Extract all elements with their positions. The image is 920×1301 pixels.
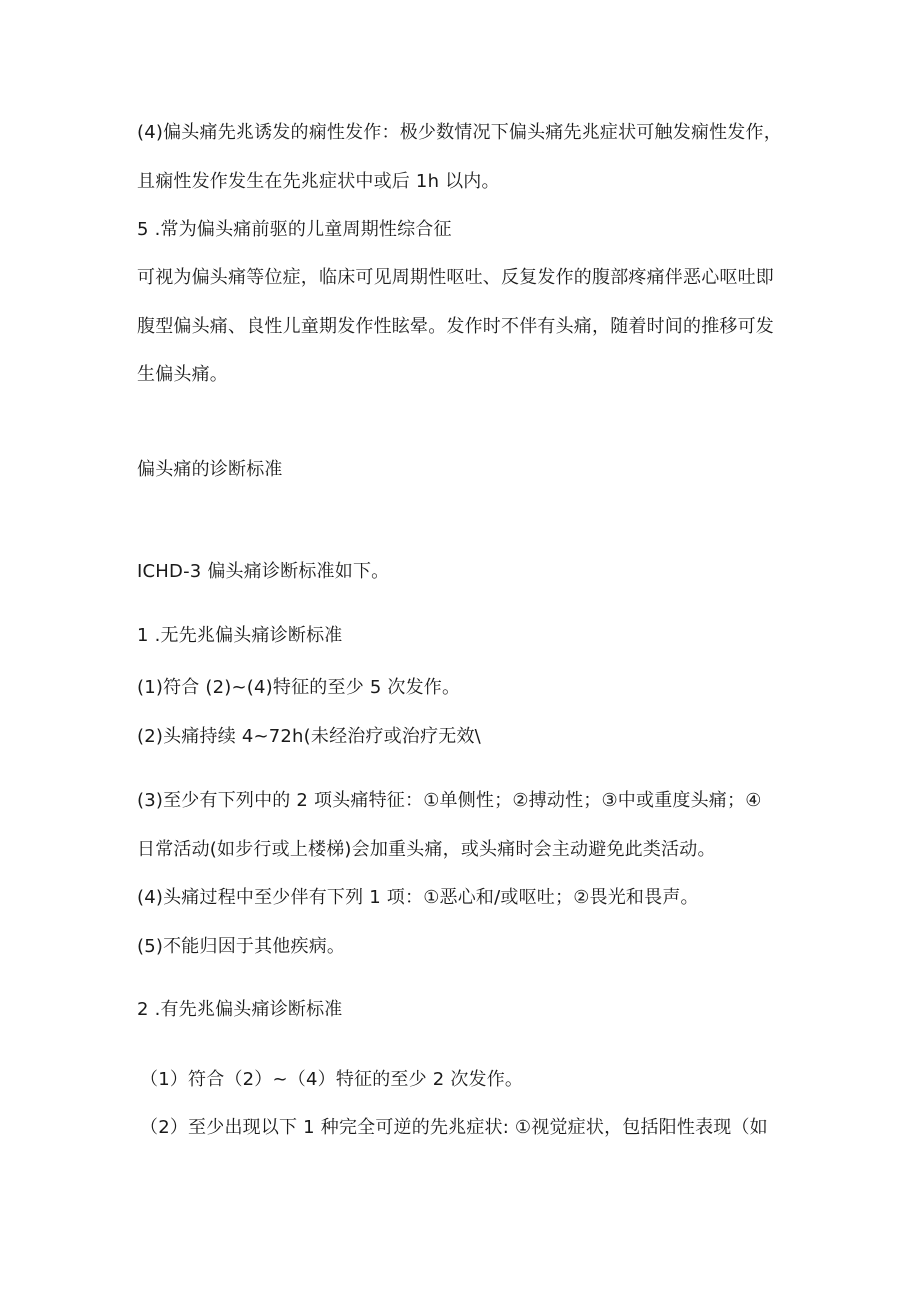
criterion-without-aura-3: (3)至少有下列中的 2 项头痛特征：①单侧性；②搏动性；③中或重度头痛；④ bbox=[137, 790, 762, 811]
text-line-aura-triggered-seizure: (4)偏头痛先兆诱发的痫性发作：极少数情况下偏头痛先兆症状可触发痫性发作， bbox=[137, 122, 782, 143]
criterion-without-aura-4: (4)头痛过程中至少伴有下列 1 项：①恶心和/或呕吐；②畏光和畏声。 bbox=[137, 887, 699, 908]
heading-migraine-without-aura: 1 .无先兆偏头痛诊断标准 bbox=[137, 625, 343, 646]
text-line-seizure-timing: 且痫性发作发生在先兆症状中或后 1h 以内。 bbox=[137, 171, 500, 192]
text-line-ichd3-intro: ICHD-3 偏头痛诊断标准如下。 bbox=[137, 561, 390, 582]
criterion-without-aura-3-cont: 日常活动(如步行或上楼梯)会加重头痛，或头痛时会主动避免此类活动。 bbox=[137, 839, 716, 860]
text-line-abdominal-migraine: 腹型偏头痛、良性儿童期发作性眩晕。发作时不伴有头痛，随着时间的推移可发 bbox=[137, 316, 774, 337]
heading-periodic-syndromes: 5 .常为偏头痛前驱的儿童周期性综合征 bbox=[137, 219, 452, 240]
criterion-without-aura-5: (5)不能归因于其他疾病。 bbox=[137, 936, 346, 957]
criterion-with-aura-1: （1）符合（2）~（4）特征的至少 2 次发作。 bbox=[140, 1069, 524, 1090]
text-line-migraine-equivalent: 可视为偏头痛等位症，临床可见周期性呕吐、反复发作的腹部疼痛伴恶心呕吐即 bbox=[137, 267, 774, 288]
section-title-diagnostic-criteria: 偏头痛的诊断标准 bbox=[137, 459, 283, 480]
criterion-without-aura-2: (2)头痛持续 4~72h(未经治疗或治疗无效\ bbox=[137, 726, 481, 747]
text-line-develop-migraine: 生偏头痛。 bbox=[137, 364, 228, 385]
heading-migraine-with-aura: 2 .有先兆偏头痛诊断标准 bbox=[137, 999, 343, 1020]
criterion-with-aura-2: （2）至少出现以下 1 种完全可逆的先兆症状: ①视觉症状，包括阳性表现（如 bbox=[140, 1117, 768, 1138]
criterion-without-aura-1: (1)符合 (2)~(4)特征的至少 5 次发作。 bbox=[137, 677, 461, 698]
